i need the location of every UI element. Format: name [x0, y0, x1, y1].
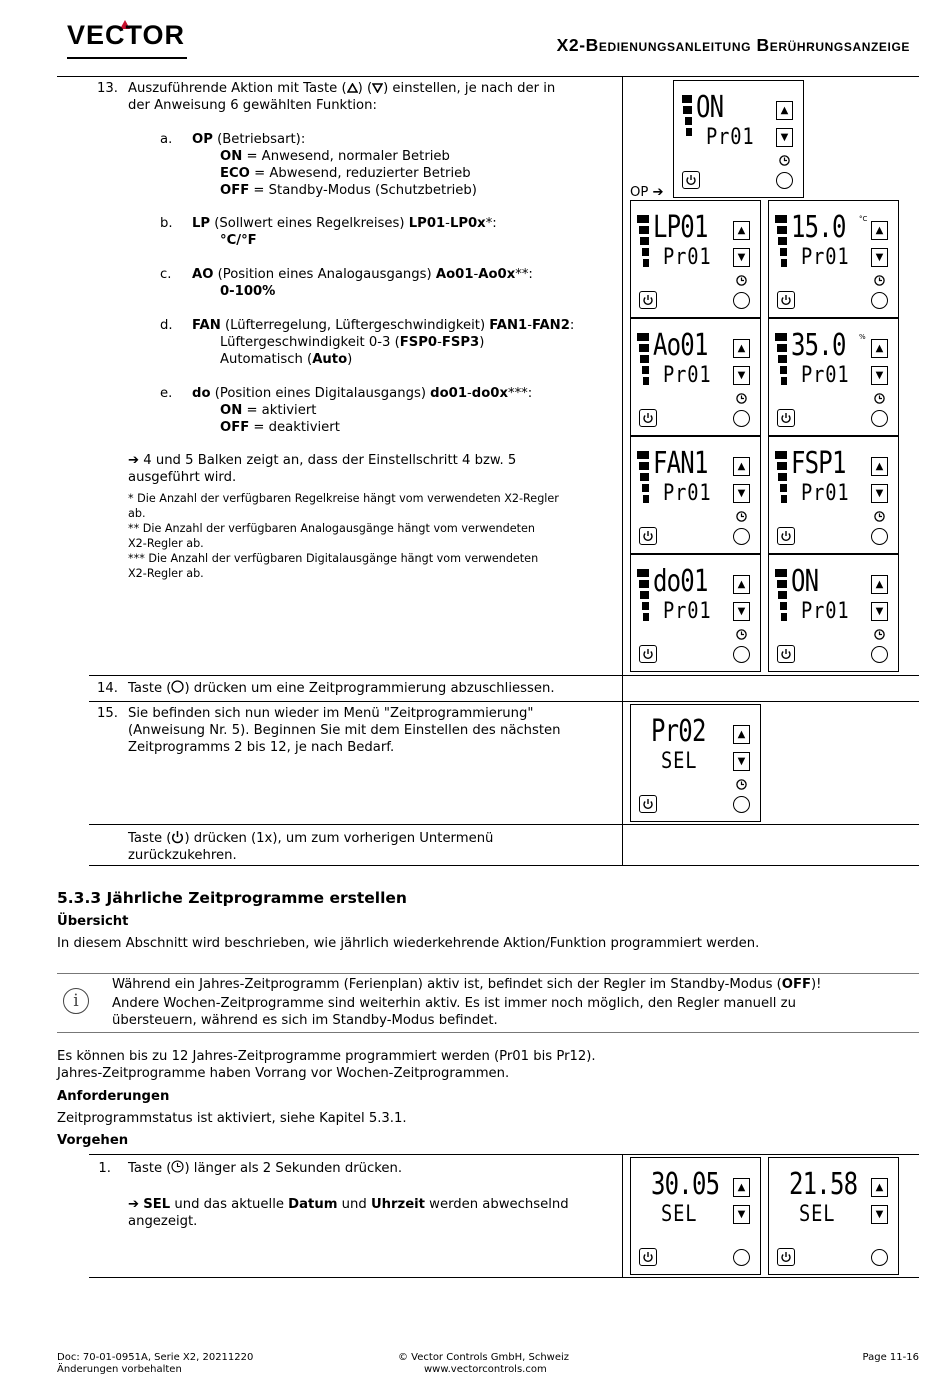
display-top-value: 21.58 [789, 1167, 858, 1202]
up-button[interactable]: ▲ [733, 1178, 750, 1197]
display-bottom-value: Pr01 [663, 599, 712, 624]
note-text: ausgeführt wird. [128, 470, 237, 485]
level-bar [777, 344, 787, 352]
up-button[interactable]: ▲ [871, 1178, 888, 1197]
list-sub-item: ON = aktiviert [220, 403, 317, 418]
display-top-value: Pr02 [651, 714, 706, 749]
power-button[interactable] [639, 795, 657, 813]
level-bar [780, 248, 787, 256]
down-button[interactable]: ▼ [776, 128, 793, 147]
level-bars [680, 95, 692, 147]
lcd-display [768, 436, 899, 554]
footer-doc: Doc: 70-01-0951A, Serie X2, 20211220 [57, 1352, 254, 1363]
power-icon [171, 831, 184, 846]
down-button[interactable]: ▼ [871, 366, 888, 385]
footer-copyright: © Vector Controls GmbH, Schweiz [398, 1352, 570, 1363]
step-text: Taste ( ) länger als 2 Sekunden drücken. [128, 1161, 403, 1176]
mode-button[interactable] [871, 1249, 888, 1266]
display-top-value: FAN1 [653, 446, 708, 481]
step-text: Sie befinden sich nun wieder im Menü "Zeitprogrammierung" [128, 706, 534, 721]
lcd-display [768, 318, 899, 436]
level-bar [643, 613, 649, 621]
display-bottom-value: Pr01 [663, 363, 712, 388]
note-text: ➔ 4 und 5 Balken zeigt an, dass der Einstellschritt 4 bzw. 5 [128, 453, 517, 468]
level-bar [777, 580, 787, 588]
display-bottom-value: Pr01 [801, 363, 850, 388]
down-button[interactable]: ▼ [733, 602, 750, 621]
level-bar [778, 237, 787, 245]
clock-icon [874, 274, 885, 285]
footer-page: Page 11-16 [862, 1352, 919, 1363]
circle-button-icon [171, 681, 184, 696]
down-button[interactable]: ▼ [733, 1205, 750, 1224]
down-button[interactable]: ▼ [871, 1205, 888, 1224]
paragraph: In diesem Abschnitt wird beschrieben, wie jährlich wiederkehrende Aktion/Funktion programmiert werden. [57, 936, 760, 951]
display-bottom-value: Pr01 [706, 125, 755, 150]
step-number: 14. [97, 681, 118, 696]
level-bar [781, 613, 787, 621]
step-text: Auszuführende Aktion mit Taste ( ) ( ) einstellen, je nach der in [128, 81, 556, 96]
vector-logo: VECTOR [67, 20, 186, 50]
clock-icon [171, 1161, 184, 1176]
table-row-separator [89, 1277, 919, 1278]
display-unit: % [859, 333, 866, 341]
step-number: 13. [97, 81, 118, 96]
level-bar [637, 569, 649, 577]
level-bar [775, 569, 787, 577]
power-button[interactable] [639, 527, 657, 545]
table-row-separator [89, 824, 919, 825]
mode-button[interactable] [871, 410, 888, 427]
list-item: do (Position eines Digitalausgangs) do01-do0x***: [192, 386, 533, 401]
up-button[interactable]: ▲ [733, 339, 750, 358]
table-row-separator [89, 675, 919, 676]
down-triangle-icon [372, 81, 383, 96]
display-top-value: 15.0 [791, 210, 846, 245]
power-button[interactable] [639, 409, 657, 427]
display-bottom-value: Pr01 [663, 481, 712, 506]
clock-icon [874, 392, 885, 403]
footnote: X2-Regler ab. [128, 567, 204, 580]
subheading-procedure: Vorgehen [57, 1133, 129, 1148]
level-bar [780, 602, 787, 610]
list-item: AO (Position eines Analogausgangs) Ao01-Ao0x**: [192, 267, 533, 282]
level-bar [643, 495, 649, 503]
up-button[interactable]: ▲ [733, 725, 750, 744]
info-box-bottom [57, 1032, 919, 1033]
mode-button[interactable] [733, 410, 750, 427]
level-bar [781, 377, 787, 385]
footnote: *** Die Anzahl der verfügbaren Digitalausgänge hängt vom verwendeten [128, 552, 539, 565]
footnote: X2-Regler ab. [128, 537, 204, 550]
level-bar [639, 580, 649, 588]
logo-underline [67, 57, 187, 59]
step-number: 15. [97, 706, 118, 721]
down-button[interactable]: ▼ [733, 484, 750, 503]
level-bar [642, 248, 649, 256]
level-bar [781, 495, 787, 503]
table-row-separator [89, 865, 919, 866]
level-bars [637, 215, 649, 267]
up-button[interactable]: ▲ [871, 457, 888, 476]
lcd-display [630, 704, 761, 822]
power-button[interactable] [639, 291, 657, 309]
display-top-value: do01 [653, 564, 708, 599]
step-text: der Anweisung 6 gewählten Funktion: [128, 98, 377, 113]
list-sub-item: OFF = Standby-Modus (Schutzbetrieb) [220, 183, 477, 198]
footnote: * Die Anzahl der verfügbaren Regelkreise hängt vom verwendeten X2-Regler [128, 492, 559, 505]
level-bar [642, 366, 649, 374]
table-row-separator [89, 701, 919, 702]
info-text: Während ein Jahres-Zeitprogramm (Ferienplan) aktiv ist, befindet sich der Regler im Standby-Modus (OFF)! [112, 977, 822, 992]
document-title: X2-Bedienungsanleitung Berührungsanzeige [556, 35, 910, 55]
footer-note: Änderungen vorbehalten [57, 1364, 182, 1375]
list-item: FAN (Lüfterregelung, Lüftergeschwindigkeit) FAN1-FAN2: [192, 318, 575, 333]
footer-website: www.vectorcontrols.com [424, 1364, 547, 1375]
display-top-value: LP01 [653, 210, 708, 245]
list-sub-item: Automatisch (Auto) [220, 352, 353, 367]
power-button[interactable] [777, 645, 795, 663]
display-top-value: Ao01 [653, 328, 708, 363]
subheading-overview: Übersicht [57, 914, 129, 929]
up-button[interactable]: ▲ [733, 457, 750, 476]
list-letter: b. [160, 216, 173, 231]
up-triangle-icon [347, 81, 358, 96]
up-button[interactable]: ▲ [733, 221, 750, 240]
display-bottom-value: Pr01 [663, 245, 712, 270]
level-bar [642, 484, 649, 492]
info-text: Andere Wochen-Zeitprogramme sind weiterhin aktiv. Es ist immer noch möglich, den Regler manuell zu [112, 996, 796, 1011]
level-bar [780, 484, 787, 492]
level-bars [775, 215, 787, 267]
display-top-value: 35.0 [791, 328, 846, 363]
display-bottom-value: Pr01 [801, 599, 850, 624]
list-sub-item: ECO = Abwesend, reduzierter Betrieb [220, 166, 471, 181]
list-sub-item: Lüftergeschwindigkeit 0-3 (FSP0-FSP3) [220, 335, 485, 350]
step-text: zurückzukehren. [128, 848, 237, 863]
step-text: (Anweisung Nr. 5). Beginnen Sie mit dem Einstellen des nächsten [128, 723, 561, 738]
up-button[interactable]: ▲ [871, 339, 888, 358]
power-button[interactable] [777, 291, 795, 309]
level-bar [777, 226, 787, 234]
level-bars [637, 333, 649, 385]
up-button[interactable]: ▲ [871, 221, 888, 240]
display-bottom-value: Pr01 [801, 245, 850, 270]
up-button[interactable]: ▲ [871, 575, 888, 594]
level-bar [683, 106, 692, 114]
subheading-requirements: Anforderungen [57, 1089, 170, 1104]
footnote: ab. [128, 507, 146, 520]
display-bottom-value: SEL [661, 1202, 698, 1227]
down-button[interactable]: ▼ [733, 752, 750, 771]
power-button[interactable] [682, 171, 700, 189]
level-bar [637, 333, 649, 341]
lcd-display [768, 200, 899, 318]
display-bottom-value: SEL [799, 1202, 836, 1227]
level-bar [686, 128, 692, 136]
level-bar [640, 355, 649, 363]
lcd-display [630, 200, 761, 318]
info-box-top [57, 973, 919, 974]
down-button[interactable]: ▼ [871, 248, 888, 267]
table-divider [622, 76, 623, 866]
level-bar [778, 591, 787, 599]
lcd-display [768, 554, 899, 672]
display-unit: °C [859, 215, 868, 223]
power-button[interactable] [639, 1248, 657, 1266]
list-letter: c. [160, 267, 172, 282]
level-bar [778, 473, 787, 481]
down-button[interactable]: ▼ [733, 248, 750, 267]
list-item: OP (Betriebsart): [192, 132, 306, 147]
mode-button[interactable] [733, 796, 750, 813]
list-letter: e. [160, 386, 173, 401]
display-top-value: ON [791, 564, 819, 599]
power-button[interactable] [777, 527, 795, 545]
mode-button[interactable] [871, 646, 888, 663]
level-bar [643, 259, 649, 267]
level-bar [637, 451, 649, 459]
op-label: OP ➔ [630, 185, 664, 200]
list-letter: d. [160, 318, 173, 333]
display-top-value: FSP1 [791, 446, 846, 481]
step-text: ➔ SEL und das aktuelle Datum und Uhrzeit werden abwechselnd [128, 1197, 569, 1212]
step-number: 1. [98, 1161, 111, 1176]
list-sub-item: °C/°F [220, 233, 257, 248]
level-bar [780, 366, 787, 374]
list-sub-item: OFF = deaktiviert [220, 420, 340, 435]
arrow-icon: ➔ [128, 453, 140, 468]
section-heading: 5.3.3 Jährliche Zeitprogramme erstellen [57, 889, 407, 907]
paragraph: Es können bis zu 12 Jahres-Zeitprogramme programmiert werden (Pr01 bis Pr12). [57, 1049, 596, 1064]
power-button[interactable] [777, 409, 795, 427]
lcd-display [768, 1157, 899, 1275]
level-bar [640, 237, 649, 245]
level-bars [637, 451, 649, 503]
header-rule [57, 76, 919, 77]
clock-icon [736, 778, 747, 789]
level-bar [643, 377, 649, 385]
mode-button[interactable] [733, 646, 750, 663]
display-top-value: ON [696, 90, 724, 125]
clock-icon [736, 274, 747, 285]
lcd-display [630, 436, 761, 554]
list-item: LP (Sollwert eines Regelkreises) LP01-LP0x*: [192, 216, 497, 231]
level-bar [639, 344, 649, 352]
level-bar [775, 215, 787, 223]
mode-button[interactable] [733, 1249, 750, 1266]
clock-icon [874, 628, 885, 639]
table-row-separator [89, 1154, 919, 1155]
power-button[interactable] [777, 1248, 795, 1266]
info-text: übersteuern, während es sich im Standby-Modus befindet. [112, 1013, 498, 1028]
up-button[interactable]: ▲ [776, 101, 793, 120]
level-bar [642, 602, 649, 610]
down-button[interactable]: ▼ [733, 366, 750, 385]
step-text: Zeitprogramms 2 bis 12, je nach Bedarf. [128, 740, 395, 755]
paragraph: Zeitprogrammstatus ist aktiviert, siehe Kapitel 5.3.1. [57, 1111, 407, 1126]
display-bottom-value: Pr01 [801, 481, 850, 506]
paragraph: Jahres-Zeitprogramme haben Vorrang vor Wochen-Zeitprogrammen. [57, 1066, 510, 1081]
clock-icon [736, 628, 747, 639]
level-bars [775, 569, 787, 621]
level-bar [781, 259, 787, 267]
list-sub-item: ON = Anwesend, normaler Betrieb [220, 149, 450, 164]
up-button[interactable]: ▲ [733, 575, 750, 594]
step-text: Taste ( ) drücken um eine Zeitprogrammierung abzuschliessen. [128, 681, 555, 696]
display-top-value: 30.05 [651, 1167, 720, 1202]
level-bar [682, 95, 692, 103]
lcd-display [630, 554, 761, 672]
level-bars [775, 451, 787, 503]
mode-button[interactable] [871, 528, 888, 545]
down-button[interactable]: ▼ [871, 602, 888, 621]
table-divider [622, 1154, 623, 1278]
level-bar [775, 451, 787, 459]
list-letter: a. [160, 132, 173, 147]
display-bottom-value: SEL [661, 749, 698, 774]
power-button[interactable] [639, 645, 657, 663]
down-button[interactable]: ▼ [871, 484, 888, 503]
clock-icon [736, 392, 747, 403]
list-sub-item: 0-100% [220, 284, 276, 299]
level-bars [775, 333, 787, 385]
level-bar [639, 462, 649, 470]
level-bar [640, 591, 649, 599]
clock-icon [779, 154, 790, 165]
lcd-display [630, 1157, 761, 1275]
level-bar [775, 333, 787, 341]
level-bar [778, 355, 787, 363]
clock-icon [874, 510, 885, 521]
clock-icon [736, 510, 747, 521]
arrow-icon: ➔ [128, 1197, 140, 1212]
info-icon: i [63, 988, 89, 1014]
footnote: ** Die Anzahl der verfügbaren Analogausgänge hängt vom verwendeten [128, 522, 535, 535]
level-bar [639, 226, 649, 234]
step-text: Taste ( ) drücken (1x), um zum vorherigen Untermenü [128, 831, 494, 846]
level-bars [637, 569, 649, 621]
mode-button[interactable] [733, 528, 750, 545]
level-bar [777, 462, 787, 470]
level-bar [640, 473, 649, 481]
lcd-display [673, 80, 804, 198]
lcd-display [630, 318, 761, 436]
level-bar [637, 215, 649, 223]
mode-button[interactable] [871, 292, 888, 309]
step-text: angezeigt. [128, 1214, 198, 1229]
level-bar [685, 117, 692, 125]
mode-button[interactable] [776, 172, 793, 189]
mode-button[interactable] [733, 292, 750, 309]
